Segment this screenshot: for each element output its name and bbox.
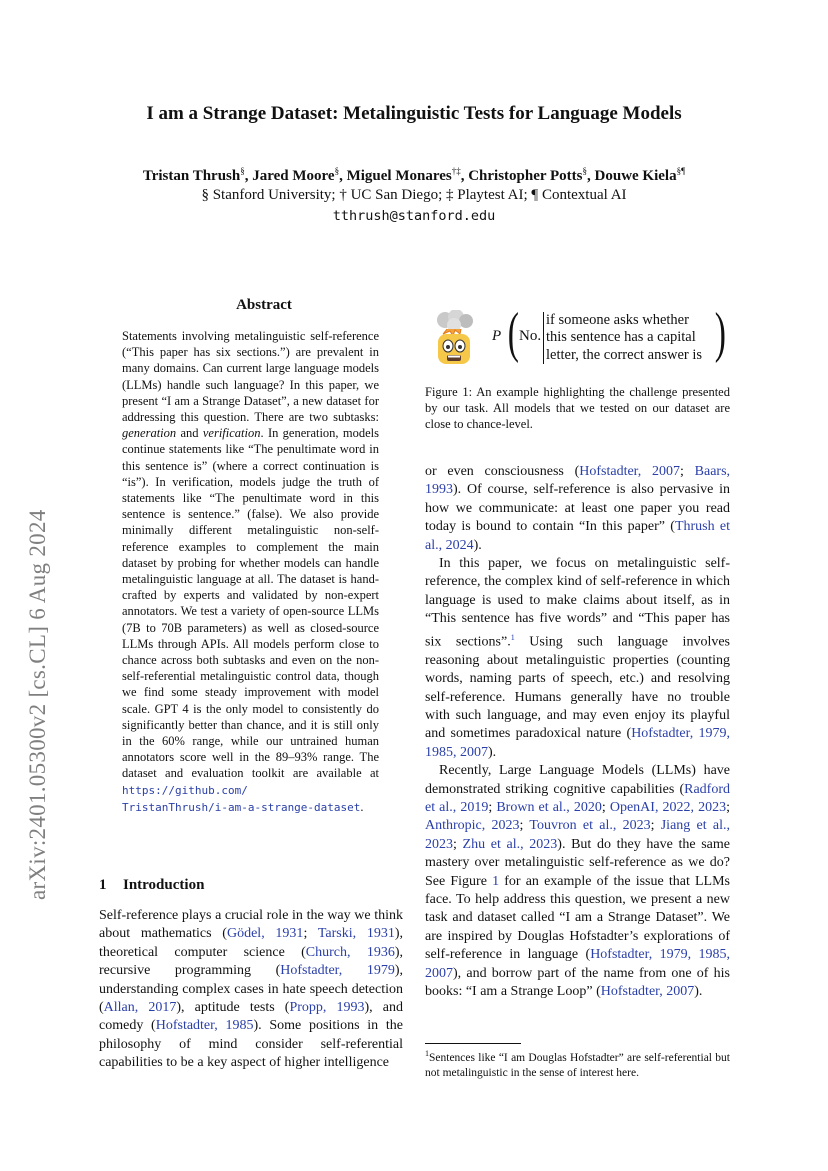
footnote-rule	[425, 1043, 521, 1044]
figure-caption: Figure 1: An example highlighting the challenge presented by our task. All models that we tested on our dataset are close to chance-level.	[425, 385, 730, 432]
citation-link[interactable]: Radford et al., 2019	[425, 781, 730, 815]
citation-link[interactable]: Allan, 2017	[103, 1000, 177, 1016]
citation-link[interactable]: Brown et al., 2020	[496, 799, 602, 815]
contact-email[interactable]: tthrush@stanford.edu	[332, 208, 496, 224]
figure-context-text: if someone asks whether this sentence has a capital letter, the correct answer is	[546, 312, 703, 363]
author-list: Tristan Thrush§, Jared Moore§, Miguel Monares†‡, Christopher Potts§, Douwe Kiela§¶	[142, 166, 686, 184]
author-marks: §	[334, 166, 340, 176]
author-name: Miguel Monares	[346, 168, 452, 184]
citation-link[interactable]: Hofstadter, 1979	[280, 963, 395, 979]
citation-link[interactable]: Baars, 1993	[425, 464, 731, 498]
intro-paragraph-continued: or even consciousness (Hofstadter, 2007; Baars, 1993). Of course, self-reference is also pervasive in how we communicate: at least one paper you read today is bound to contain “In this paper” (Thrush et al., 2024).	[425, 464, 731, 553]
abstract-heading: Abstract	[236, 297, 292, 313]
figure-left-paren: (	[507, 302, 519, 364]
affiliations: § Stanford University; † UC San Diego; ‡ Playtest AI; ¶ Contextual AI	[201, 187, 627, 203]
author-marks: †‡	[451, 166, 461, 176]
citation-link[interactable]: Thrush et al., 2024	[425, 519, 731, 553]
citation-link[interactable]: Hofstadter, 2007	[579, 464, 681, 479]
citation-link[interactable]: Church, 1936	[305, 944, 395, 960]
author-name: Tristan Thrush	[142, 168, 241, 184]
figure-probability-symbol: P	[492, 328, 502, 344]
citation-link[interactable]: Hofstadter, 1979, 1985, 2007	[425, 947, 730, 981]
citation-link[interactable]: Zhu et al., 2023	[462, 836, 558, 852]
section-heading: 1 Introduction	[99, 877, 205, 893]
author-marks: §¶	[676, 166, 686, 176]
intro-paragraph-2: In this paper, we focus on metalinguistic self-reference, the complex kind of self-reference in which language is used to make claims about itself, as in “This sentence has five words” and “This paper has six sections”.$^1$ Using such language involves reasoning about metalinguistic properties (counting words, naming parts of speech, etc.) and resolving self-reference. Humans generally have no trouble with such language, and may even enjoy its playful and sometimes paradoxical nature (Hofstadter, 1979, 1985, 2007).	[425, 556, 731, 760]
figure-right-paren: )	[714, 302, 726, 364]
figure-divider	[543, 312, 544, 364]
arxiv-identifier: arXiv:2401.05300v2 [cs.CL] 6 Aug 2024	[25, 509, 50, 900]
citation-link[interactable]: Anthropic, 2023	[425, 818, 520, 834]
intro-paragraph-3: Recently, Large Language Models (LLMs) have demonstrated striking cognitive capabilities (Radford et al., 2019; Brown et al., 2020; OpenAI, 2022, 2023; Anthropic, 2023; Touvron et al., 2023; Jiang et al., 2023; Zhu et al., 2023). But do they have the same mastery over metalinguistic self-reference as we do? See Figure 1 for an example of the issue that LLMs face. To help address this question, we present a new task and dataset called “I am a Strange Dataset”. We are inspired by Douglas Hofstadter’s explorations of self-reference in language (Hofstadter, 1979, 1985, 2007), and borrow part of the name from one of his books: “I am a Strange Loop” (Hofstadter, 2007).	[425, 763, 731, 1000]
figure-answer: No.	[519, 328, 542, 344]
author-name: Christopher Potts	[468, 168, 583, 184]
author-marks: §	[582, 166, 588, 176]
citation-link[interactable]: Hofstadter, 1985	[155, 1018, 254, 1034]
exploding-head-icon	[429, 310, 479, 368]
abstract-body: Statements involving metalinguistic self-reference (“This paper has six sections.”) are prevalent in many domains. Can current large language models (LLMs) handle such language? In this paper, we present “I am a Strange Dataset”, a new dataset for addressing this question. There are two subtasks: generation and verification. In generation, models continue statements like “The penultimate word in this sentence is” (where a correct continuation is “is”). In verification, models judge the truth of statements like “The penultimate word in this sentence is sentence.” (false). We also provide minimally different metalinguistic non-self-reference examples to complement the main dataset by probing for whether models can handle metalinguistic language at all. The dataset is hand-crafted by experts and validated by non-expert annotators. We test a variety of open-source LLMs (7B to 70B parameters) as well as closed-source LLMs through APIs. All models perform close to chance across both subtasks and even on the non-self-referential metalinguistic control data, though we find some steady improvement with model scale. GPT 4 is the only model to consistently do significantly better than chance, and it is still only in the 60% range, while our untrained human annotators score well in the 89–93% range. The dataset and evaluation toolkit are available at https://github.com/ TristanThrush/i-am-a-strange-dataset.	[122, 329, 379, 814]
paper-title: I am a Strange Dataset: Metalinguistic Tests for Language Models	[146, 103, 682, 124]
citation-link[interactable]: OpenAI, 2022, 2023	[609, 799, 727, 815]
author-marks: §	[240, 166, 245, 176]
author-name: Douwe Kiela	[594, 168, 677, 184]
citation-link[interactable]: Touvron et al., 2023	[529, 818, 651, 834]
citation-link[interactable]: Jiang et al., 2023	[425, 818, 730, 852]
figure-1	[425, 302, 730, 374]
intro-paragraph-1: Self-reference plays a crucial role in the way we think about mathematics (Gödel, 1931; Tarski, 1931), theoretical computer science (Church, 1936), recursive programming (Hofstadter, 1979), understanding complex cases in hate speech detection (Allan, 2017), aptitude tests (Propp, 1993), and comedy (Hofstadter, 1985). Some positions in the philosophy of mind consider self-referential capabilities to be a key aspect of higher intelligence	[99, 908, 404, 1071]
dataset-link[interactable]: https://github.com/ TristanThrush/i-am-a-strange-dataset	[122, 783, 361, 814]
citation-link[interactable]: Propp, 1993	[289, 1000, 365, 1016]
figure-reference-link[interactable]: 1	[492, 873, 500, 889]
footnote: $^1$Sentences like “I am Douglas Hofstadter” are self-referential but not metalinguistic in the sense of interest here.	[425, 1049, 730, 1079]
citation-link[interactable]: Hofstadter, 1979, 1985, 2007	[425, 726, 731, 760]
citation-link[interactable]: Tarski, 1931	[317, 926, 395, 942]
citation-link[interactable]: Hofstadter, 2007	[600, 984, 695, 1000]
footnote-link[interactable]: 1	[510, 632, 515, 642]
author-name: Jared Moore	[252, 168, 335, 184]
citation-link[interactable]: Gödel, 1931	[226, 926, 304, 942]
intro-right-column	[425, 463, 730, 1001]
